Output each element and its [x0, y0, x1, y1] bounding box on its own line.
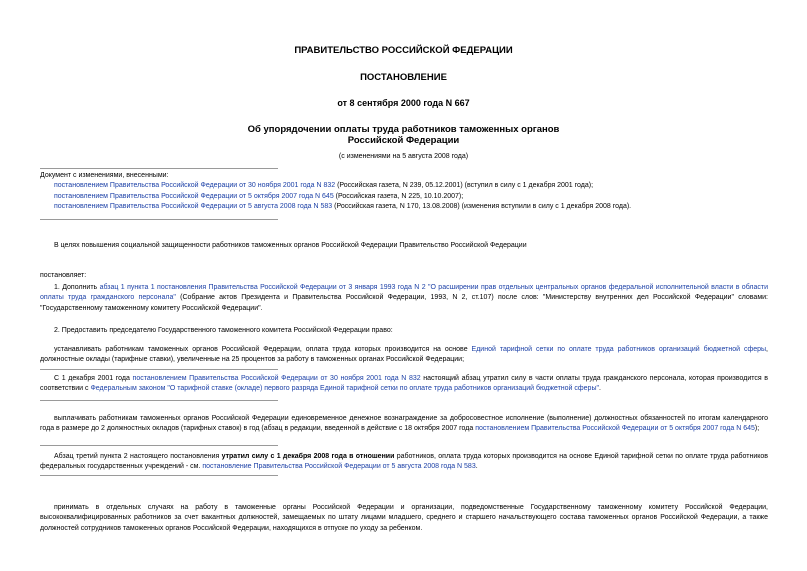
note-2008-text: Абзац третий пункта 2 настоящего постановления: [54, 453, 222, 460]
clause-1-text: 1. Дополнить: [54, 284, 100, 291]
document-title: [0, 124, 807, 146]
clause-1-paragraph: [40, 283, 768, 314]
note-2008-paragraph: [40, 452, 768, 473]
note-2008-bold-text: утратил силу с 1 декабря 2008 года в отношении: [221, 453, 395, 460]
divider-note-1-top: [40, 369, 278, 370]
clause-2-paragraph: 2. Предоставить председателю Государственного таможенного комитета Российской Федерации право:: [54, 327, 393, 334]
document-title-line2: Российской Федерации: [347, 135, 460, 146]
changes-item: [40, 202, 768, 212]
clause-2-item-hiring: принимать в отдельных случаях на работу в таможенные органы Российской Федерации и организации, подведомственные Государственному таможенному комитету Российской Федерации, высококвалифицированных работников за счет вакантных должностей, замещаемых по штату лицами младшего, среднего и старшего начальствующего состава таможенных органов Российской Федерации, а также должностей сотрудников таможенных органов Российской Федерации, находящихся в отпуске по уходу за ребенком.: [40, 504, 768, 532]
changes-item-text: (Российская газета, N 239, 05.12.2001) (вступил в силу с 1 декабря 2001 года);: [335, 182, 594, 190]
divider-note-1-bottom: [40, 400, 278, 401]
note-2001-paragraph: [40, 374, 768, 395]
divider-note-2-bottom: [40, 475, 278, 476]
amendment-link-2007[interactable]: постановлением Правительства Российской Федерации от 5 октября 2007 года N 645: [54, 192, 334, 200]
clause-2-item-salaries: [40, 345, 768, 366]
tariff-grid-link[interactable]: Единой тарифной сетки по оплате труда работников организаций бюджетной сферы: [471, 346, 767, 353]
clause-1-link[interactable]: абзац 1 пункта 1 постановления Правительства Российской Федерации от 3 января 1993 года N 2 "О расширении прав отдельных центральных органов федеральной исполнительной власти в области оплаты труда гражданского персонала": [40, 284, 768, 302]
note-2008-text-end: .: [475, 463, 478, 471]
item-salaries-text-end: , должностные оклады (тарифные ставки), увеличенные на 25 процентов за работу в таможенных органах Российской Федерации;: [40, 346, 768, 364]
changes-list: [40, 171, 768, 212]
note-2008-text-mid: работников, оплата труда которых производится на основе Единой тарифной сетки по оплате труда работников федеральных государственных учреждений - см.: [40, 453, 768, 471]
note-2001-decree-link[interactable]: постановлением Правительства Российской Федерации от 30 ноября 2001 года N 832: [132, 375, 421, 382]
bonus-decree-link[interactable]: постановлением Правительства Российской Федерации от 5 октября 2007 года N 645: [475, 425, 755, 433]
amendments-note: (с изменениями на 5 августа 2008 года): [338, 153, 469, 160]
decrees-paragraph: постановляет:: [40, 272, 87, 279]
changes-item-text: (Российская газета, N 170, 13.08.2008) (изменения вступили в силу с 1 декабря 2008 года).: [332, 202, 632, 210]
federal-law-link[interactable]: Федеральным законом "О тарифной ставке (окладе) первого разряда Единой тарифной сетки по оплате труда работников организаций бюджетной сферы": [90, 385, 599, 393]
changes-intro: Документ с изменениями, внесенными:: [40, 172, 169, 179]
government-heading: ПРАВИТЕЛЬСТВО РОССИЙСКОЙ ФЕДЕРАЦИИ: [294, 45, 513, 56]
clause-2-item-bonus: [40, 414, 768, 435]
divider-changes-bottom: [40, 219, 278, 220]
note-2008-decree-link[interactable]: постановление Правительства Российской Федерации от 5 августа 2008 года N 583: [202, 463, 476, 471]
amendment-link-2001[interactable]: постановлением Правительства Российской Федерации от 30 ноября 2001 года N 832: [54, 182, 336, 190]
divider-note-2-top: [40, 445, 278, 446]
item-bonus-text-end: );: [754, 425, 760, 433]
document-title-line1: Об упорядочении оплаты труда работников таможенных органов: [247, 124, 560, 135]
changes-item: [40, 181, 768, 191]
divider-top: [40, 168, 278, 169]
changes-item: [40, 192, 768, 202]
changes-item-text: (Российская газета, N 225, 10.10.2007);: [333, 192, 464, 200]
document-date-number: от 8 сентября 2000 года N 667: [337, 98, 470, 108]
item-bonus-text: выплачивать работникам таможенных органов Российской Федерации единовременное денежное вознаграждение за добросовестное исполнение (выполнение) должностных обязанностей по итогам календарного года в размере до 2 должностных окладов (тарифных ставок) в год (абзац в редакции, введенной в действие с 18 октября 2007 года: [40, 415, 768, 433]
preamble-paragraph: В целях повышения социальной защищенности работников таможенных органов Российской Федерации Правительство Российской Федерации: [54, 242, 527, 249]
clause-1-text-end: (Собрание актов Президента и Правительства Российской Федерации, 1993, N 2, ст.107) после слов: "Министерству внутренних дел Российской Федерации" словами: "Государственному таможенному комитету Российской Федерации".: [40, 294, 768, 312]
amendment-link-2008[interactable]: постановлением Правительства Российской Федерации от 5 августа 2008 года N 583: [54, 202, 333, 210]
note-2001-text-mid: настоящий абзац утратил силу в части оплаты труда гражданского персонала, которая производится в соответствии с: [40, 375, 769, 393]
item-salaries-text: устанавливать работникам таможенных органов Российской Федерации, оплата труда которых производится на основе: [54, 346, 472, 353]
note-2001-text: С 1 декабря 2001 года: [54, 375, 133, 382]
document-type: ПОСТАНОВЛЕНИЕ: [360, 72, 447, 83]
note-2001-text-end: .: [598, 385, 601, 393]
